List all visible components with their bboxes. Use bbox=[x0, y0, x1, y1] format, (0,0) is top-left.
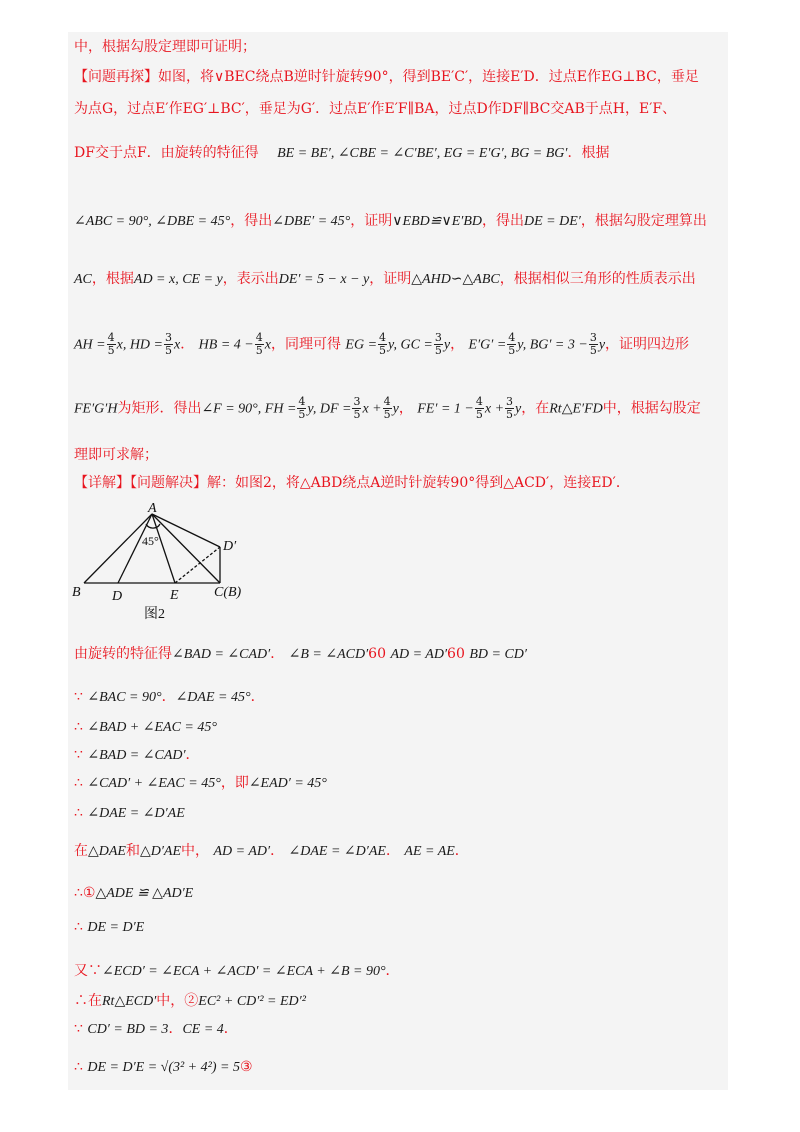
text-line: 理即可求解； bbox=[74, 447, 158, 463]
text-line: ∵ CD′ = BD = 3．CE = 4． bbox=[74, 1021, 238, 1037]
text-line: 中，根据勾股定理即可证明； bbox=[74, 39, 256, 55]
label-a: A bbox=[148, 501, 157, 516]
label-angle: 45° bbox=[142, 534, 159, 548]
text-line: ∴ ∠DAE = ∠D′AE bbox=[74, 805, 185, 821]
label-e: E bbox=[170, 588, 179, 603]
text-line: AC，根据AD = x, CE = y，表示出DE′ = 5 − x − y，证明△AHD∽△ABC，根据相似三角形的性质表示出 bbox=[74, 271, 696, 287]
text-line: ∴在Rt△ECD′中，②EC² + CD′² = ED′² bbox=[74, 993, 306, 1009]
text-line: ∴ DE = D′E bbox=[74, 919, 145, 935]
label-d-prime: D′ bbox=[223, 539, 237, 554]
formula: BE = BE′, ∠CBE = ∠C′BE′, EG = E′G′, BG = BG′ bbox=[277, 146, 568, 161]
text-line: FE′G′H为矩形．得出∠F = 90°, FH = $\frac{4}{5}$ y, DF = $\frac{3}{5}$ x + $\frac{4}{5}$ y， FE′ = 1 − $\frac{4}{5}$ x + $\frac{3}{5}$ y，在Rt△E′FD中，根据勾股定 bbox=[74, 395, 701, 421]
text-line: ∴ DE = D′E = √(3² + 4²) = 5③ bbox=[74, 1059, 253, 1075]
text-line: ∴①△ADE ≌ △AD′E bbox=[74, 885, 194, 901]
segment-ab bbox=[84, 514, 152, 583]
text-line: DF交于点F．由旋转的特征得 BE = BE′, ∠CBE = ∠C′BE′, EG = E′G′, BG = BG′．根据 bbox=[74, 145, 610, 161]
segment-ae bbox=[152, 514, 175, 583]
geometry-figure bbox=[70, 500, 270, 630]
angle-arc bbox=[146, 524, 160, 528]
text-line: ∵ ∠BAC = 90°．∠DAE = 45°． bbox=[74, 689, 265, 705]
text-line: 在△DAE和△D′AE中， AD = AD′． ∠DAE = ∠D′AE． AE = AE． bbox=[74, 843, 469, 859]
label-b: B bbox=[72, 585, 81, 600]
text-line: 【问题再探】如图，将∨BEC绕点B逆时针旋转90°，得到BE′C′，连接E′D．过点E作EG⊥BC，垂足 bbox=[74, 69, 699, 85]
text-line: 由旋转的特征得∠BAD = ∠CAD′． ∠B = ∠ACD′60 AD = AD′60 BD = CD′ bbox=[74, 646, 527, 662]
text-line: 【详解】【问题解决】解：如图2，将△ABD绕点A逆时针旋转90°得到△ACD′，连接ED′． bbox=[74, 475, 630, 491]
segment-ad-prime bbox=[152, 514, 220, 547]
text-line: ∴ ∠BAD + ∠EAC = 45° bbox=[74, 719, 217, 735]
label-d: D bbox=[112, 589, 123, 604]
segment-ed-prime bbox=[175, 547, 220, 583]
segment-ac bbox=[152, 514, 220, 583]
figure-caption: 图2 bbox=[144, 607, 165, 622]
text-line: 又∵∠ECD′ = ∠ECA + ∠ACD′ = ∠ECA + ∠B = 90°． bbox=[74, 963, 400, 979]
label-c: C(B) bbox=[214, 585, 242, 600]
text-line: ∠ABC = 90°, ∠DBE = 45°，得出∠DBE′ = 45°，证明∨EBD≌∨E′BD，得出DE = DE′，根据勾股定理算出 bbox=[74, 213, 707, 229]
text-line: ∵ ∠BAD = ∠CAD′． bbox=[74, 747, 200, 763]
text-line: AH = $\frac{4}{5}$ x, HD = $\frac{3}{5}$ x． HB = 4 − $\frac{4}{5}$ x，同理可得 EG = $\frac{4}{5}$ y, GC = $\frac{3}{5}$ y， E′G′ = $\frac{4}{5}$ y, BG′ = 3 − $\frac{3}{5}$ y，证明四边形 bbox=[74, 331, 690, 357]
text-line: ∴ ∠CAD′ + ∠EAC = 45°，即∠EAD′ = 45° bbox=[74, 775, 327, 791]
text-line: 为点G，过点E′作EG′⊥BC′，垂足为G′．过点E′作E′F∥BA，过点D作DF∥BC交AB于点H，E′F、 bbox=[74, 101, 677, 117]
